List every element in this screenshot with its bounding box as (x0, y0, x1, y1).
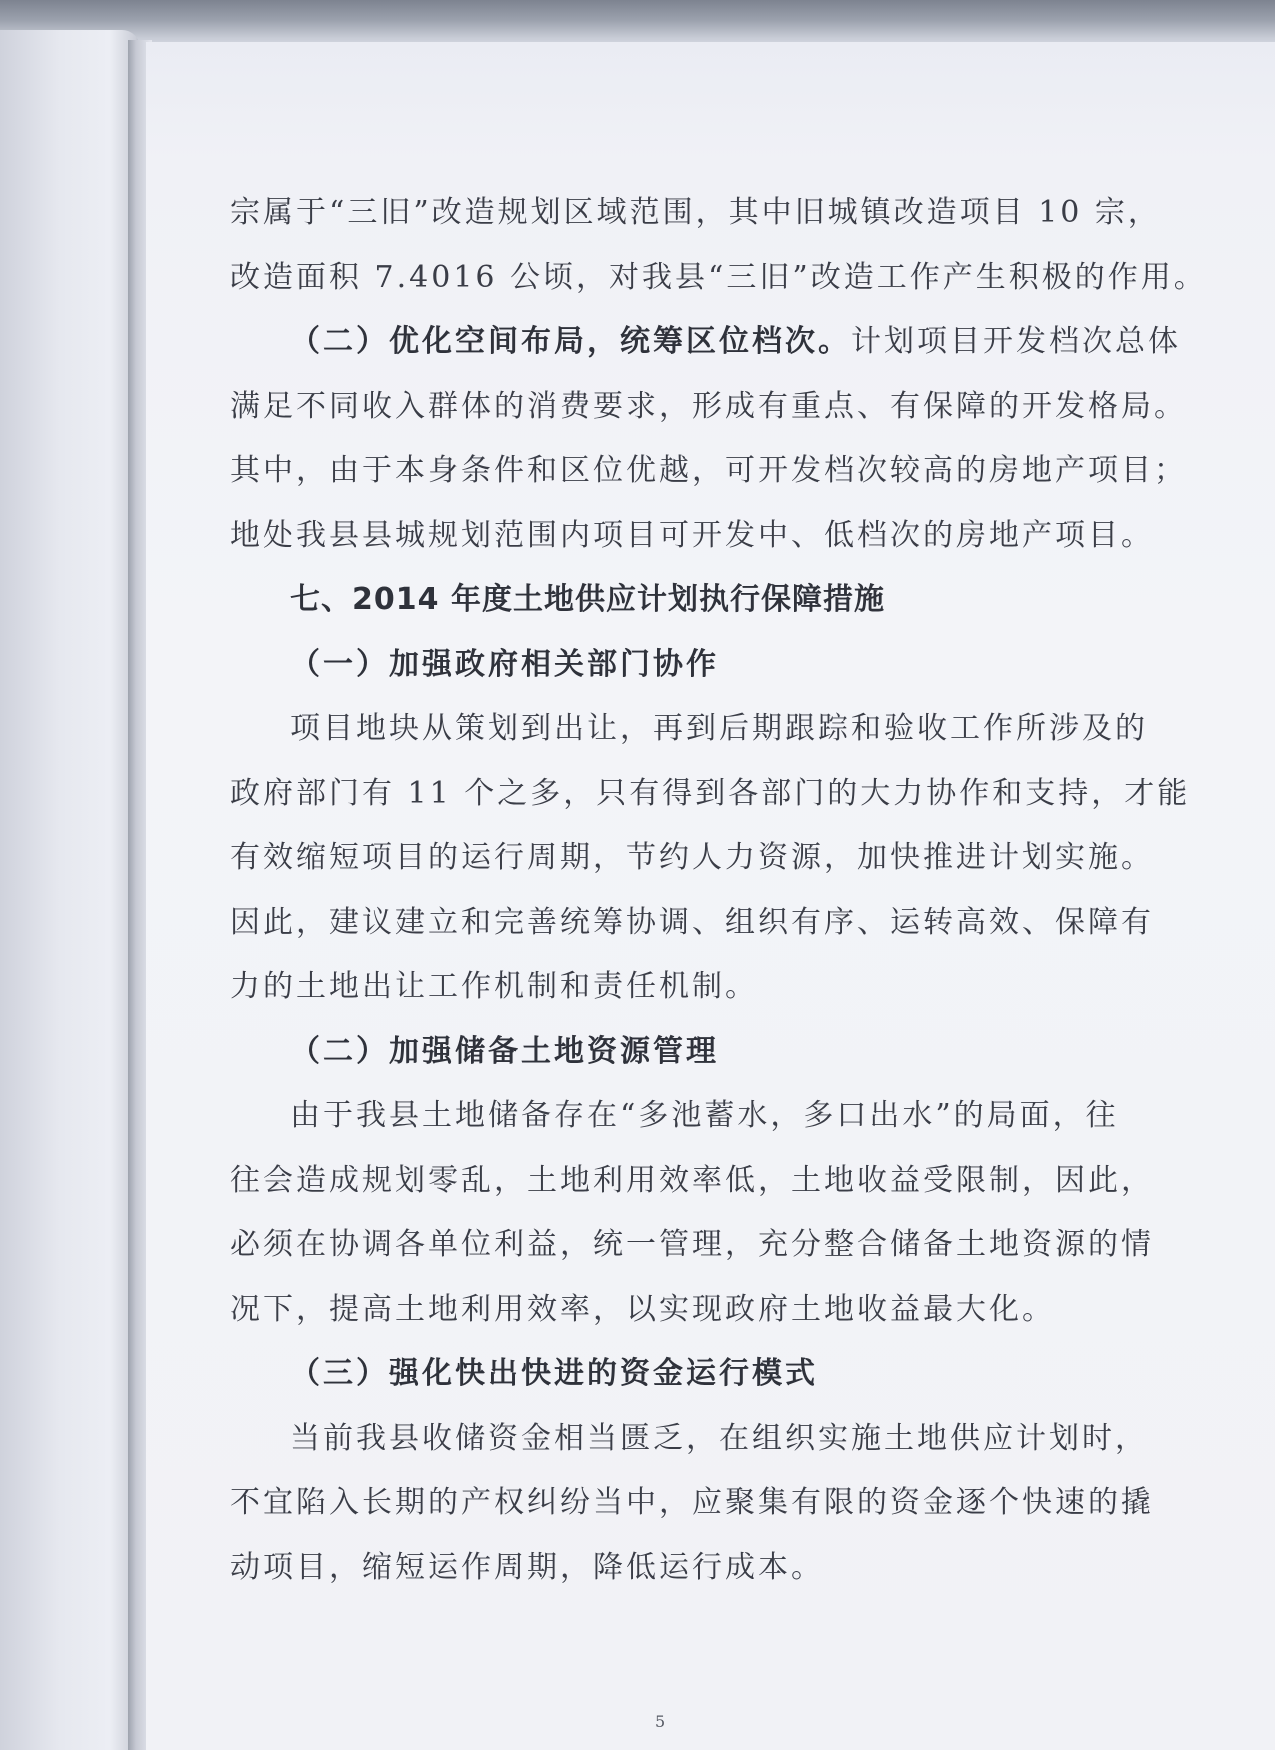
body-line: 改造面积 7.4016 公顷，对我县“三旧”改造工作产生积极的作用。 (230, 259, 1207, 295)
body-line: 动项目，缩短运作周期，降低运行成本。 (230, 1549, 824, 1585)
paragraph-lead-text: 计划项目开发档次总体 (851, 324, 1181, 359)
document-body (230, 195, 1207, 1617)
body-line: 有效缩短项目的运行周期，节约人力资源，加快推进计划实施。 (230, 840, 1154, 875)
body-line: 政府部门有 11 个之多，只有得到各部门的大力协作和支持，才能 (230, 775, 1191, 811)
body-line: 当前我县收储资金相当匮乏，在组织实施土地供应计划时， (290, 1420, 1148, 1456)
facing-page-edge (0, 30, 140, 1750)
subsection-heading: （二）加强储备土地资源管理 (290, 1033, 719, 1069)
section-title: 七、2014 年度土地供应计划执行保障措施 (290, 582, 885, 617)
paragraph-lead-heading: （二）优化空间布局，统筹区位档次。 (290, 324, 851, 359)
body-line: 由于我县土地储备存在“多池蓄水，多口出水”的局面，往 (290, 1098, 1119, 1133)
body-line: 力的土地出让工作机制和责任机制。 (230, 969, 758, 1004)
body-line: 项目地块从策划到出让，再到后期跟踪和验收工作所涉及的 (290, 711, 1148, 746)
paragraph-lead-line (230, 324, 1181, 392)
body-line: 宗属于“三旧”改造规划区域范围，其中旧城镇改造项目 10 宗， (230, 195, 1161, 230)
body-line: 满足不同收入群体的消费要求，形成有重点、有保障的开发格局。 (230, 388, 1187, 424)
subsection-heading: （三）强化快出快进的资金运行模式 (290, 1356, 818, 1391)
body-line: 地处我县县城规划范围内项目可开发中、低档次的房地产项目。 (230, 517, 1154, 553)
body-line: 必须在协调各单位利益，统一管理，充分整合储备土地资源的情 (230, 1227, 1154, 1262)
body-line: 况下，提高土地利用效率，以实现政府土地收益最大化。 (230, 1291, 1055, 1327)
body-line: 往会造成规划零乱，土地利用效率低，土地收益受限制，因此， (230, 1162, 1154, 1198)
subsection-heading: （一）加强政府相关部门协作 (290, 646, 719, 682)
body-line: 其中，由于本身条件和区位优越，可开发档次较高的房地产项目； (230, 453, 1187, 488)
body-line: 不宜陷入长期的产权纠纷当中，应聚集有限的资金逐个快速的撬 (230, 1485, 1154, 1520)
page-number: 5 (655, 1712, 666, 1731)
body-line: 因此，建议建立和完善统筹协调、组织有序、运转高效、保障有 (230, 904, 1154, 940)
